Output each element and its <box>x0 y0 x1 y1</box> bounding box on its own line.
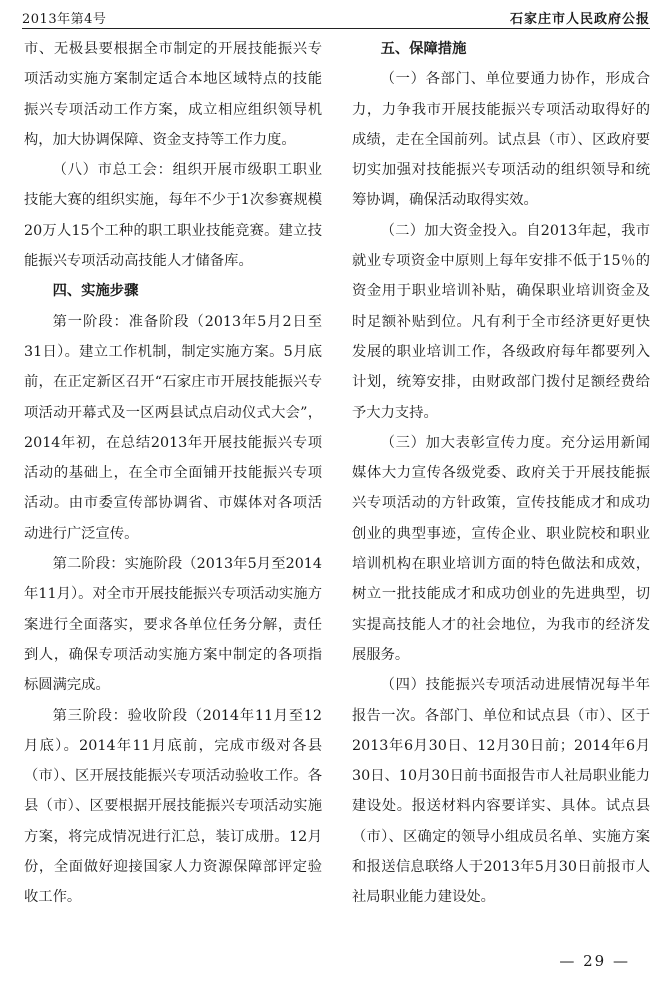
paragraph-stage-3: 第三阶段：验收阶段（2014年11月至12月底）。2014年11月底前，完成市级对各县（市）、区开展技能振兴专项活动验收工作。各县（市）、区要根据开展技能振兴专项活动实施方案，将完成情况进行汇总，装订成册。12月份，全面做好迎接国家人力资源保障部评定验收工作。 <box>24 707 322 906</box>
section-heading-5: 五、保障措施 <box>380 41 467 57</box>
section-heading-4: 四、实施步骤 <box>52 283 139 300</box>
paragraph-measure-4: （四）技能振兴专项活动进展情况每半年报告一次。各部门、单位和试点县（市）、区于2013年6月30日、12月30日前；2014年6月30日、10月30日前书面报告市人社局职业能力建设处。报送材料内容要详实、具体。试点县（市）、区确定的领导小组成员名单、实施方案和报送信息联络人于2013年5月30日前报市人社局职业能力建设处。 <box>352 677 650 906</box>
paragraph-continuation: 市、无极县要根据全市制定的开展技能振兴专项活动实施方案制定适合本地区域特点的技能振兴专项活动工作方案，成立相应组织领导机构，加大协调保障、资金支持等工作力度。 <box>24 41 322 148</box>
page-number: — 29 — <box>559 952 630 970</box>
paragraph-measure-3: （三）加大表彰宣传力度。充分运用新闻媒体大力宣传各级党委、政府关于开展技能振兴专项活动的方针政策，宣传技能成才和成功创业的典型事迹，宣传企业、职业院校和职业培训机构在职业培训方面的特色做法和成效，树立一批技能成才和成功创业的先进典型，切实提高技能人才的社会地位，为我市的经济发展服务。 <box>352 434 650 663</box>
paragraph-measure-2: （二）加大资金投入。自2013年起，我市就业专项资金中原则上每年安排不低于15％的资金用于职业培训补贴，确保职业培训资金及时足额补贴到位。凡有利于全市经济更好更快发展的职业培训工作，各级政府每年都要列入计划，统筹安排，由财政部门拨付足额经费给予大力支持。 <box>352 222 650 421</box>
paragraph-item-8: （八）市总工会：组织开展市级职工职业技能大赛的组织实施，每年不少于1次参赛规模20万人15个工种的职工职业技能竞赛。建立技能振兴专项活动高技能人才储备库。 <box>24 162 322 270</box>
paragraph-measure-1: （一）各部门、单位要通力协作，形成合力，力争我市开展技能振兴专项活动取得好的成绩，走在全国前列。试点县（市）、区政府要切实加强对技能振兴专项活动的组织领导和统筹协调，确保活动取得实效。 <box>352 71 650 209</box>
publication-title: 石家庄市人民政府公报 <box>509 12 650 27</box>
issue-label: 2013年第4号 <box>22 12 107 27</box>
paragraph-stage-1: 第一阶段：准备阶段（2013年5月2日至31日）。建立工作机制，制定实施方案。5月底前，在正定新区召开“石家庄市开展技能振兴专项活动开幕式及一区两县试点启动仪式大会”，2014年初，在总结2013年开展技能振兴专项活动的基础上，在全市全面铺开技能振兴专项活动。由市委宣传部协调省、市媒体对各项活动进行广泛宣传。 <box>24 313 322 542</box>
page-header <box>22 4 650 29</box>
paragraph-stage-2: 第二阶段：实施阶段（2013年5月至2014年11月）。对全市开展技能振兴专项活动实施方案进行全面落实，要求各单位任务分解，责任到人，确保专项活动实施方案中制定的各项指标圆满完成。 <box>24 556 322 694</box>
right-column <box>352 34 650 913</box>
left-column <box>24 34 322 913</box>
